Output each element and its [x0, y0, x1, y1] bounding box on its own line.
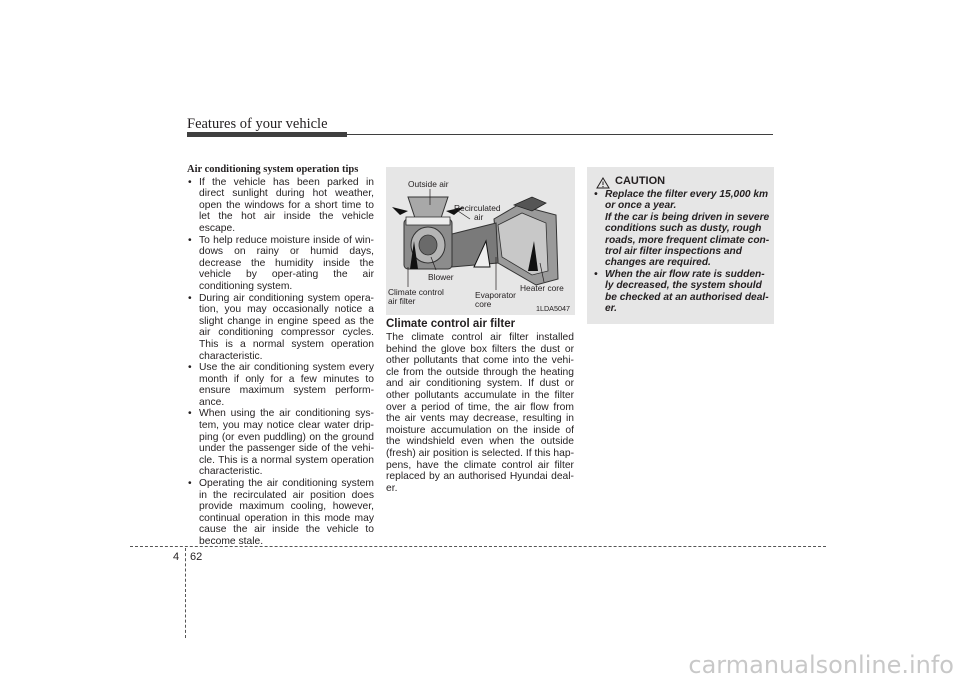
outside-air-label: Outside air: [408, 179, 449, 189]
header-bar: [187, 132, 347, 137]
recirculated-air-label: Recirculated: [454, 203, 501, 213]
ac-tips-section: [187, 164, 374, 548]
caution-item-text: If the car is being driven in severe conditions such as dusty, rough roads, more frequent climate con-trol air filter inspections and changes are required.: [605, 211, 770, 269]
footer-divider: [185, 548, 186, 638]
list-item: • When using the air conditioning sys-tem, you may notice clear water drip-ping (or even puddling) on the ground under the passenger side of the vehi-cle. This is a normal system operation characteristic.: [187, 408, 374, 478]
list-item: [593, 269, 771, 315]
page-header-title: Features of your vehicle: [187, 116, 328, 132]
blower-label: Blower: [428, 272, 454, 282]
list-item: • To help reduce moisture inside of win-dows on rainy or humid days, decrease the humidity inside the vehicle by oper-ating the air conditioning system.: [187, 235, 374, 293]
air-filter-body: The climate control air filter installed behind the glove box filters the dust or other pollutants that come into the vehi-cle from the outside through the heating and air conditioning system. If dust or other pollutants accumulate in the filter over a period of time, the air flow from the air vents may decrease, resulting in moisture accumulation on the inside of the windshield even when the outside (fresh) air position is selected. If this hap-pens, have the climate control air filter replaced by an authorised Hyundai deal-er.: [386, 332, 574, 494]
heater-core-label: Heater core: [520, 283, 564, 293]
climate-filter-label: Climate control: [388, 287, 444, 297]
list-item: • Use the air conditioning system every month if only for a few minutes to ensure maximum system perform-ance.: [187, 362, 374, 408]
caution-list: [593, 189, 771, 314]
list-item: • If the vehicle has been parked in direct sunlight during hot weather, open the windows for a short time to let the hot air inside the vehicle escape.: [187, 177, 374, 235]
air-filter-heading: Climate control air filter: [386, 318, 516, 330]
recirculated-air-label-line2: air: [474, 212, 484, 222]
footer-rule: [130, 546, 826, 547]
evaporator-core-label-line2: core: [475, 299, 492, 309]
figure-code: 1LDA5047: [536, 304, 570, 313]
watermark: carmanualsonline.info: [688, 651, 954, 679]
caution-title: CAUTION: [615, 175, 666, 187]
air-filter-diagram: [386, 167, 575, 315]
ac-tips-title: Air conditioning system operation tips: [187, 164, 359, 175]
list-item: [593, 189, 771, 269]
page-number: 62: [190, 551, 203, 563]
evaporator-core-label: Evaporator: [475, 290, 516, 300]
climate-filter-label-line2: air filter: [388, 296, 416, 306]
list-item: • During air conditioning system opera-tion, you may occasionally notice a slight change in engine speed as the air conditioning compressor cycles. This is a normal system operation characteristic.: [187, 293, 374, 363]
caution-item-text: • Replace the filter every 15,000 km or once a year.: [605, 189, 769, 212]
list-item: • Operating the air conditioning system in the recirculated air position does provide maximum cooling, however, continual operation in this mode may cause the air inside the vehicle to become stale.: [187, 478, 374, 548]
header-rule: [347, 134, 773, 135]
caution-item-text: • When the air flow rate is sudden-ly decreased, the system should be checked at an authorised deal-er.: [605, 268, 769, 315]
ac-tips-list: [187, 177, 374, 548]
caution-box: [587, 167, 774, 324]
chapter-number: 4: [173, 551, 180, 563]
